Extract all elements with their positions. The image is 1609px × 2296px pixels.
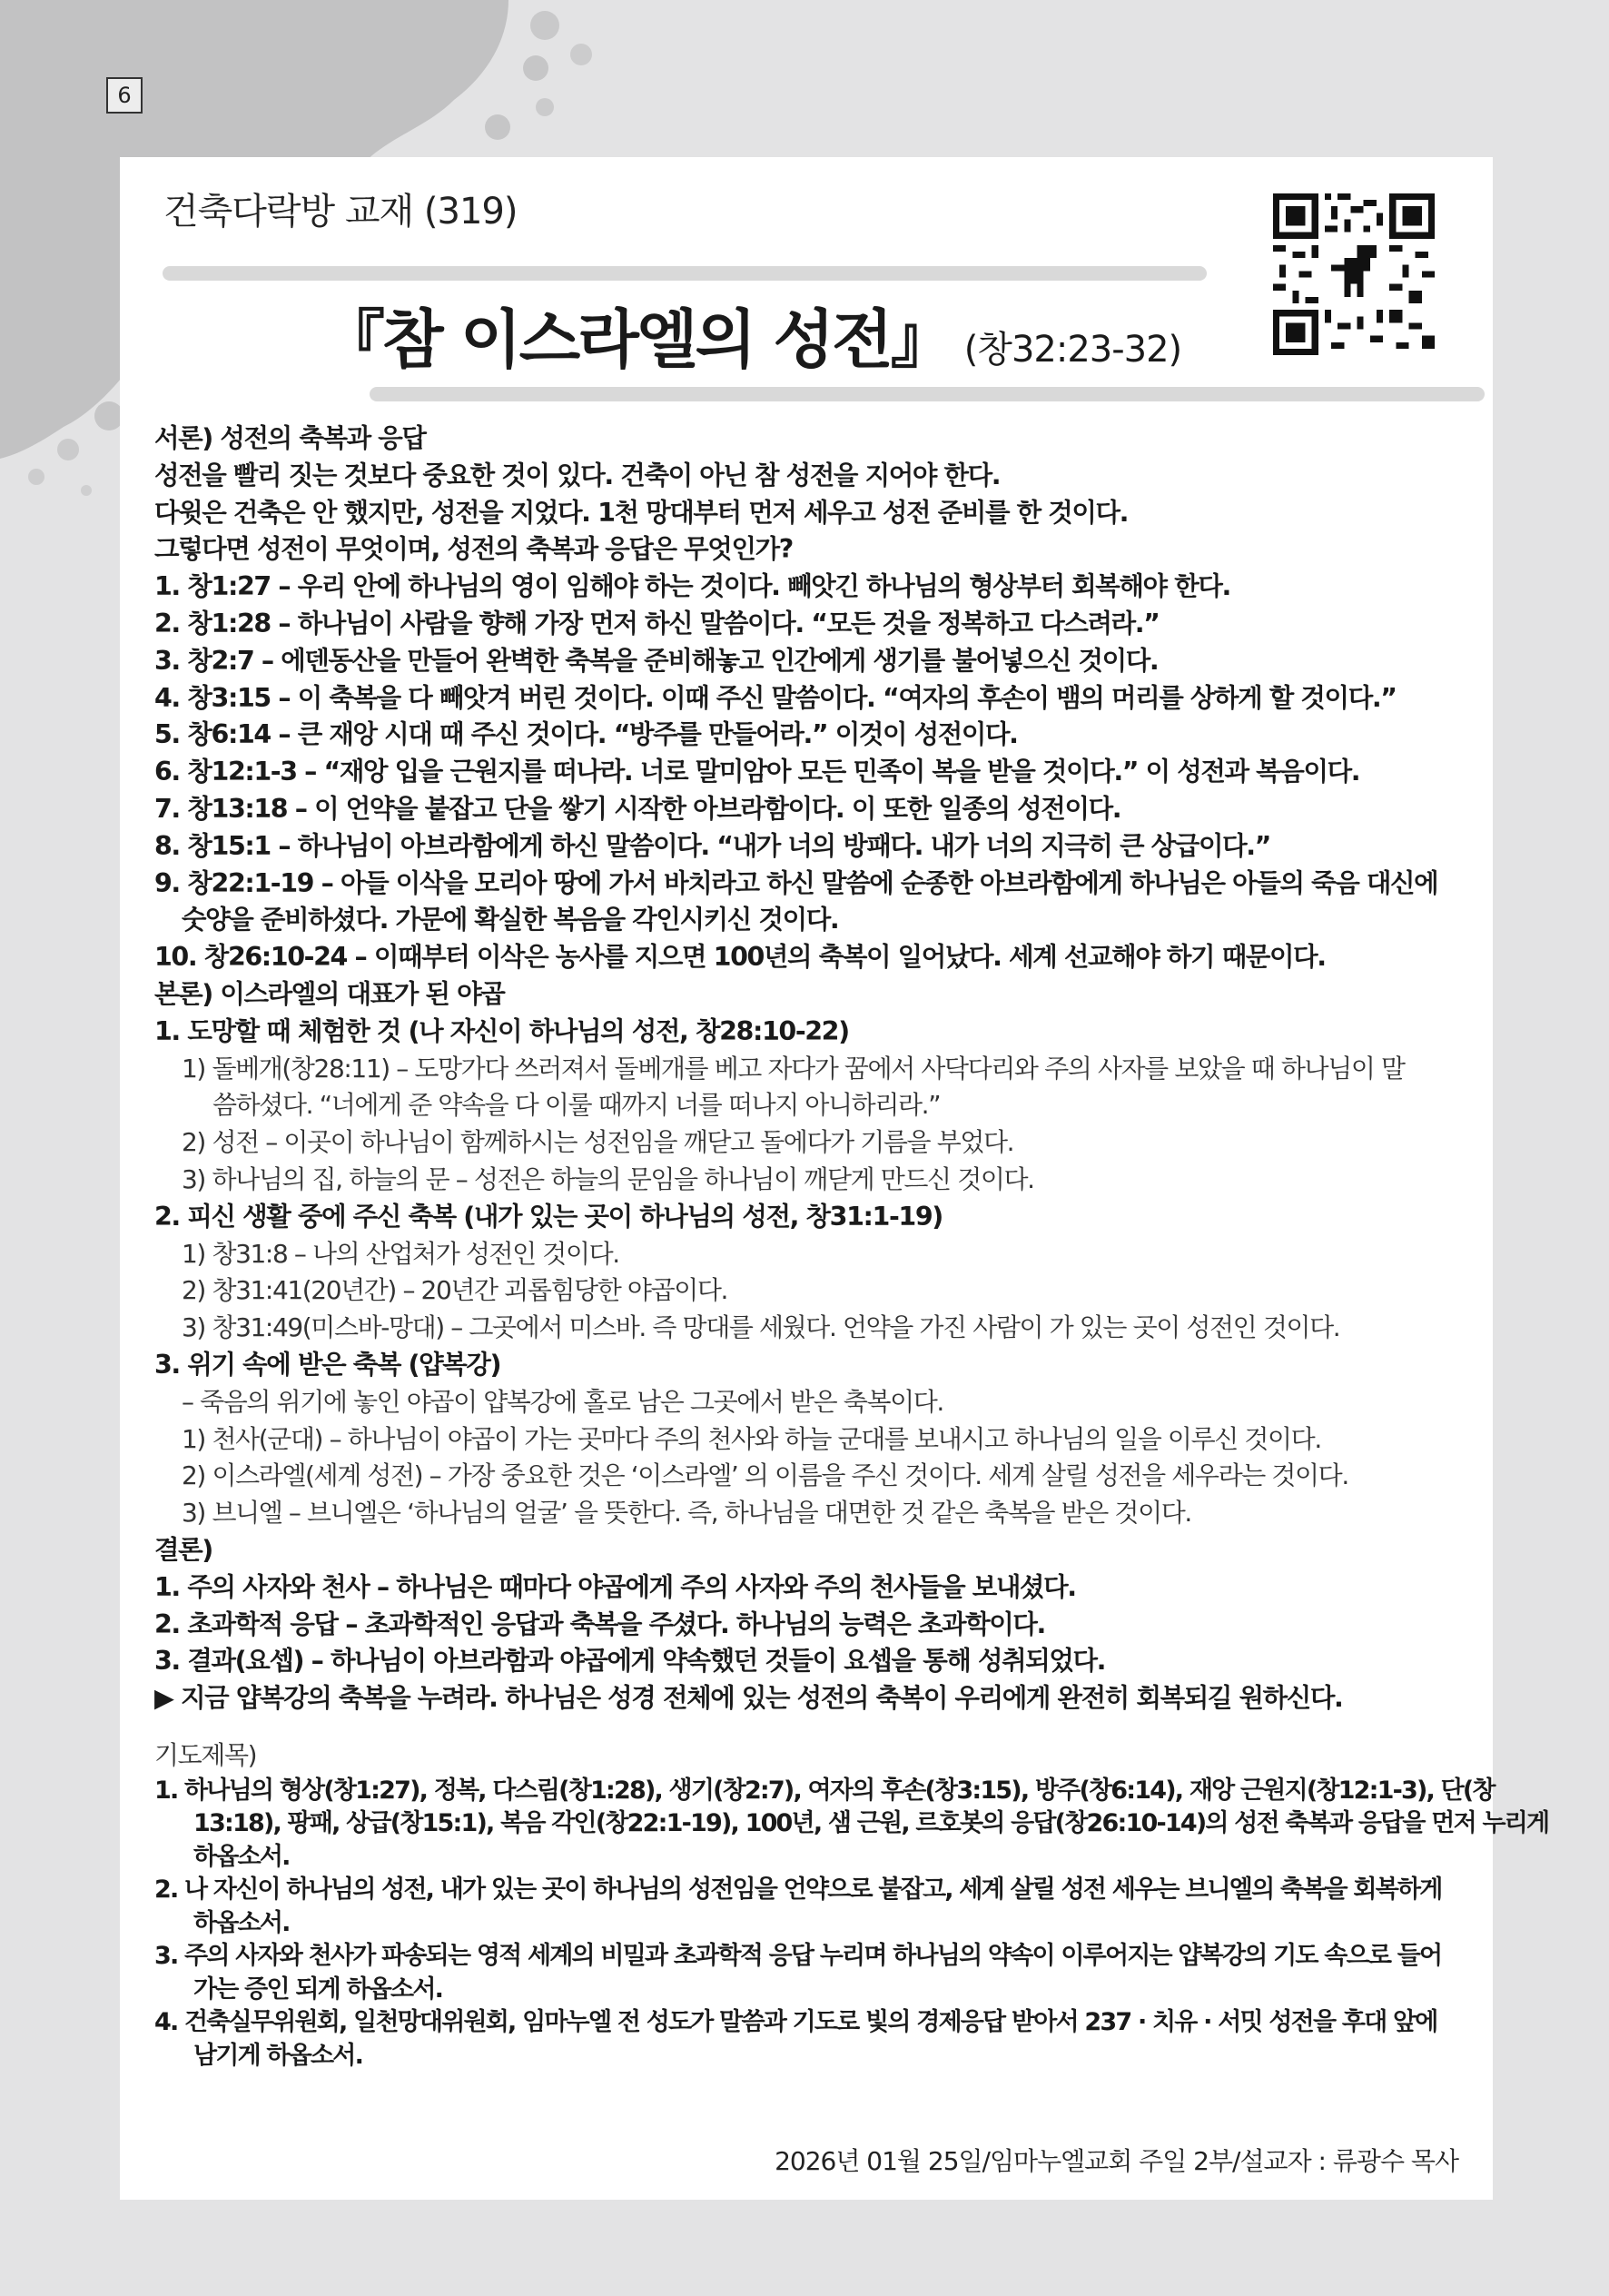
intro-point: 8. 창15:1 – 하나님이 아브라함에게 하신 말씀이다. “내가 너의 방패다. 내가 너의 지극히 큰 상급이다.” bbox=[154, 830, 1270, 861]
conclusion-point: 1. 주의 사자와 천사 – 하나님은 때마다 야곱에게 주의 사자와 주의 천사들을 보내셨다. bbox=[154, 1571, 1076, 1602]
section-item: 1) 창31:8 – 나의 산업처가 성전인 것이다. bbox=[182, 1238, 619, 1269]
content-card bbox=[120, 157, 1549, 2200]
prayer-item: 4. 건축실무위원회, 일천망대위원회, 임마누엘 전 성도가 말씀과 기도로 빛의 경제응답 받아서 237 · 치유 · 서밋 성전을 후대 앞에 bbox=[154, 2008, 1437, 2037]
intro-point: 7. 창13:18 – 이 언약을 붙잡고 단을 쌓기 시작한 아브라함이다. 이 또한 일종의 성전이다. bbox=[154, 793, 1121, 824]
intro-line: 성전을 빨리 짓는 것보다 중요한 것이 있다. 건축이 아닌 참 성전을 지어야 한다. bbox=[154, 460, 1001, 490]
section-item: 2) 성전 – 이곳이 하나님이 함께하시는 성전임을 깨닫고 돌에다가 기름을 부었다. bbox=[182, 1127, 1014, 1158]
prayer-heading: 기도제목) bbox=[154, 1739, 257, 1770]
section-item: 3) 하나님의 집, 하늘의 문 – 성전은 하늘의 문임을 하나님이 깨닫게 만드신 것이다. bbox=[182, 1163, 1034, 1194]
prayer-item: 3. 주의 사자와 천사가 파송되는 영적 세계의 비밀과 초과학적 응답 누리며 하나님의 약속이 이루어지는 얍복강의 기도 속으로 들어 bbox=[154, 1942, 1442, 1971]
prayer-item: 1. 하나님의 형상(창1:27), 정복, 다스림(창1:28), 생기(창2:7), 여자의 후손(창3:15), 방주(창6:14), 재앙 근원지(창12:1-3), 단(창 bbox=[154, 1776, 1495, 1805]
section-title: 1. 도망할 때 체험한 것 (나 자신이 하나님의 성전, 창28:10-22) bbox=[154, 1015, 849, 1046]
intro-line: 다윗은 건축은 안 했지만, 성전을 지었다. 1천 망대부터 먼저 세우고 성전 준비를 한 것이다. bbox=[154, 497, 1129, 528]
prayer-item-continuation: 가는 증인 되게 하옵소서. bbox=[193, 1974, 443, 2004]
section-item: 1) 돌베개(창28:11) – 도망가다 쓰러져서 돌베개를 베고 자다가 꿈에서 사닥다리와 주의 사자를 보았을 때 하나님이 말 bbox=[182, 1053, 1405, 1084]
section-title: 3. 위기 속에 받은 축복 (얍복강) bbox=[154, 1349, 501, 1380]
prayer-item-continuation: 13:18), 팡패, 상급(창15:1), 복음 각인(창22:1-19), 100년, 샘 근원, 르호봇의 응답(창26:10-14)의 성전 축복과 응답을 먼저 누리게 bbox=[193, 1809, 1549, 1838]
scripture-reference: (창32:23-32) bbox=[963, 329, 1182, 371]
sermon-title bbox=[321, 289, 1181, 381]
qr-code[interactable] bbox=[1273, 193, 1435, 355]
intro-point: 9. 창22:1-19 – 아들 이삭을 모리아 땅에 가서 바치라고 하신 말씀에 순종한 아브라함에게 하나님은 아들의 죽음 대신에 bbox=[154, 867, 1438, 898]
section-item: 3) 브니엘 – 브니엘은 ‘하나님의 얼굴’ 을 뜻한다. 즉, 하나님을 대면한 것 같은 축복을 받은 것이다. bbox=[182, 1498, 1191, 1529]
prayer-item-continuation: 하옵소서. bbox=[193, 1842, 290, 1871]
intro-point: 6. 창12:1-3 – “재앙 입을 근원지를 떠나라. 너로 말미암아 모든 민족이 복을 받을 것이다.” 이 성전과 복음이다. bbox=[154, 757, 1360, 787]
intro-line: 그렇다면 성전이 무엇이며, 성전의 축복과 응답은 무엇인가? bbox=[154, 534, 793, 565]
conclusion-point: 3. 결과(요셉) – 하나님이 아브라함과 야곱에게 약속했던 것들이 요셉을 통해 성취되었다. bbox=[154, 1646, 1106, 1677]
intro-point: 10. 창26:10-24 – 이때부터 이삭은 농사를 지으면 100년의 축복이 일어났다. 세계 선교해야 하기 때문이다. bbox=[154, 942, 1326, 973]
divider-bar-top bbox=[163, 266, 1207, 281]
prayer-item-continuation: 남기게 하옵소서. bbox=[193, 2041, 363, 2070]
section-intro: – 죽음의 위기에 놓인 야곱이 얍복강에 홀로 남은 그곳에서 받은 축복이다. bbox=[182, 1386, 943, 1417]
conclusion-heading: 결론) bbox=[154, 1534, 212, 1565]
section-item: 2) 이스라엘(세계 성전) – 가장 중요한 것은 ‘이스라엘’ 의 이름을 주신 것이다. 세계 살릴 성전을 세우라는 것이다. bbox=[182, 1460, 1348, 1491]
conclusion-summary: ▶ 지금 얍복강의 축복을 누려라. 하나님은 성경 전체에 있는 성전의 축복이 우리에게 완전히 회복되길 원하신다. bbox=[154, 1683, 1343, 1714]
prayer-item-continuation: 하옵소서. bbox=[193, 1908, 290, 1937]
intro-heading: 서론) 성전의 축복과 응답 bbox=[154, 423, 426, 453]
intro-point: 3. 창2:7 – 에덴동산을 만들어 완벽한 축복을 준비해놓고 인간에게 생기를 불어넣으신 것이다. bbox=[154, 645, 1159, 676]
section-item: 3) 창31:49(미스바-망대) – 그곳에서 미스바. 즉 망대를 세웠다. 언약을 가진 사람이 가 있는 곳이 성전인 것이다. bbox=[182, 1312, 1340, 1343]
body-heading: 본론) 이스라엘의 대표가 된 야곱 bbox=[154, 978, 505, 1009]
section-item: 2) 창31:41(20년간) – 20년간 괴롭힘당한 야곱이다. bbox=[182, 1275, 728, 1306]
conclusion-point: 2. 초과학적 응답 – 초과학적인 응답과 축복을 주셨다. 하나님의 능력은 초과학이다. bbox=[154, 1608, 1045, 1639]
footer-credit: 2026년 01월 25일/임마누엘교회 주일 2부/설교자 : 류광수 목사 bbox=[775, 2146, 1458, 2176]
page-number: 6 bbox=[106, 77, 143, 114]
section-title: 2. 피신 생활 중에 주신 축복 (내가 있는 곳이 하나님의 성전, 창31:1-19) bbox=[154, 1201, 943, 1232]
intro-point: 4. 창3:15 – 이 축복을 다 빼앗겨 버린 것이다. 이때 주신 말씀이다. “여자의 후손이 뱀의 머리를 상하게 할 것이다.” bbox=[154, 682, 1397, 713]
section-item: 1) 천사(군대) – 하나님이 야곱이 가는 곳마다 주의 천사와 하늘 군대를 보내시고 하나님의 일을 이루신 것이다. bbox=[182, 1423, 1321, 1454]
intro-point-continuation: 숫양을 준비하셨다. 가문에 확실한 복음을 각인시키신 것이다. bbox=[182, 905, 839, 935]
prayer-item: 2. 나 자신이 하나님의 성전, 내가 있는 곳이 하나님의 성전임을 언약으로 붙잡고, 세계 살릴 성전 세우는 브니엘의 축복을 회복하게 bbox=[154, 1875, 1442, 1905]
divider-bar-bottom bbox=[370, 387, 1485, 401]
intro-point: 1. 창1:27 – 우리 안에 하나님의 영이 임해야 하는 것이다. 빼앗긴 하나님의 형상부터 회복해야 한다. bbox=[154, 571, 1230, 602]
section-item-continuation: 씀하셨다. “너에게 준 약속을 다 이룰 때까지 너를 떠나지 아니하리라.” bbox=[212, 1090, 941, 1121]
intro-point: 5. 창6:14 – 큰 재앙 시대 때 주신 것이다. “방주를 만들어라.” 이것이 성전이다. bbox=[154, 719, 1018, 750]
sermon-body bbox=[154, 421, 1549, 2073]
title-text: 『참 이스라엘의 성전』 bbox=[321, 302, 952, 377]
intro-point: 2. 창1:28 – 하나님이 사람을 향해 가장 먼저 하신 말씀이다. “모든 것을 정복하고 다스려라.” bbox=[154, 608, 1160, 638]
series-label: 건축다락방 교재 (319) bbox=[163, 191, 518, 233]
